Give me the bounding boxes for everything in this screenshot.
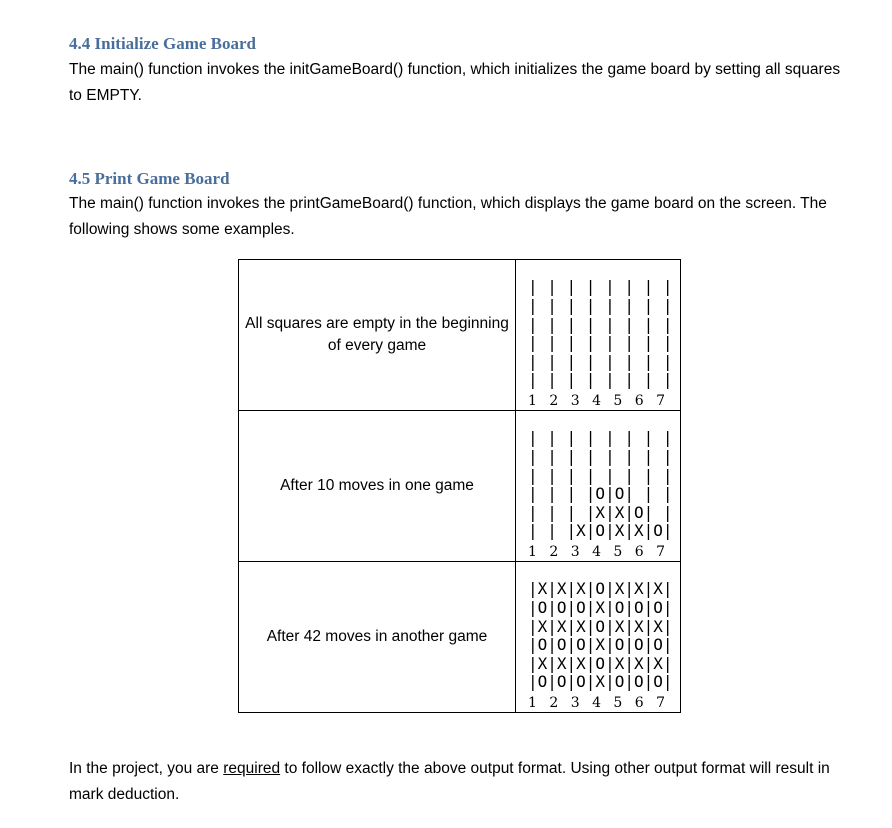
game-board-grid: | | | | | | | | | | | | | | | | | | | | | | | | | | | |O|O| | | | | | |X|X|O| | | | |X|O|X|X|O| — [528, 428, 673, 541]
column-numbers: 1 2 3 4 5 6 7 — [528, 695, 670, 711]
column-numbers: 1 2 3 4 5 6 7 — [528, 393, 670, 409]
closing-text — [69, 756, 853, 808]
game-board-grid: | | | | | | | | | | | | | | | | | | | | | | | | | | | | | | | | | | | | | | | | | | | | | | | | — [528, 277, 673, 390]
game-board-grid: |X|X|X|O|X|X|X| |O|O|O|X|O|O|O| |X|X|X|O|X|X|X| |O|O|O|X|O|O|O| |X|X|X|O|X|X|X| |O|O|O|X|O|O|O| — [528, 579, 673, 692]
example-row-empty — [239, 260, 681, 411]
board-examples-table — [238, 259, 681, 713]
example-label: After 10 moves in one game — [280, 477, 474, 494]
example-board-cell — [516, 562, 681, 713]
example-row-42-moves — [239, 562, 681, 713]
closing-text-before: In the project, you are — [69, 760, 224, 777]
section-4-4-paragraph — [69, 57, 853, 109]
example-board-cell — [516, 411, 681, 562]
section-4-5-text: The main() function invokes the printGameBoard() function, which displays the game board on the screen. The following shows some examples. — [69, 195, 827, 238]
example-label-cell — [239, 260, 516, 411]
example-board-cell — [516, 260, 681, 411]
closing-paragraph — [69, 756, 853, 808]
example-label: All squares are empty in the beginning of every game — [245, 315, 509, 354]
example-row-10-moves — [239, 411, 681, 562]
required-emphasis: required — [223, 760, 281, 777]
closing-text-after: to follow exactly the above output format. Using other output format will result in mark deduction. — [69, 760, 830, 803]
section-4-5-paragraph — [69, 191, 853, 243]
column-numbers: 1 2 3 4 5 6 7 — [528, 544, 670, 560]
example-label-cell — [239, 562, 516, 713]
section-4-4-text: The main() function invokes the initGameBoard() function, which initializes the game board by setting all squares to EMPTY. — [69, 61, 841, 104]
example-label-cell — [239, 411, 516, 562]
example-label: After 42 moves in another game — [266, 628, 488, 645]
section-4-5-heading: 4.5 Print Game Board — [69, 169, 230, 188]
section-4-4-heading: 4.4 Initialize Game Board — [69, 34, 256, 53]
